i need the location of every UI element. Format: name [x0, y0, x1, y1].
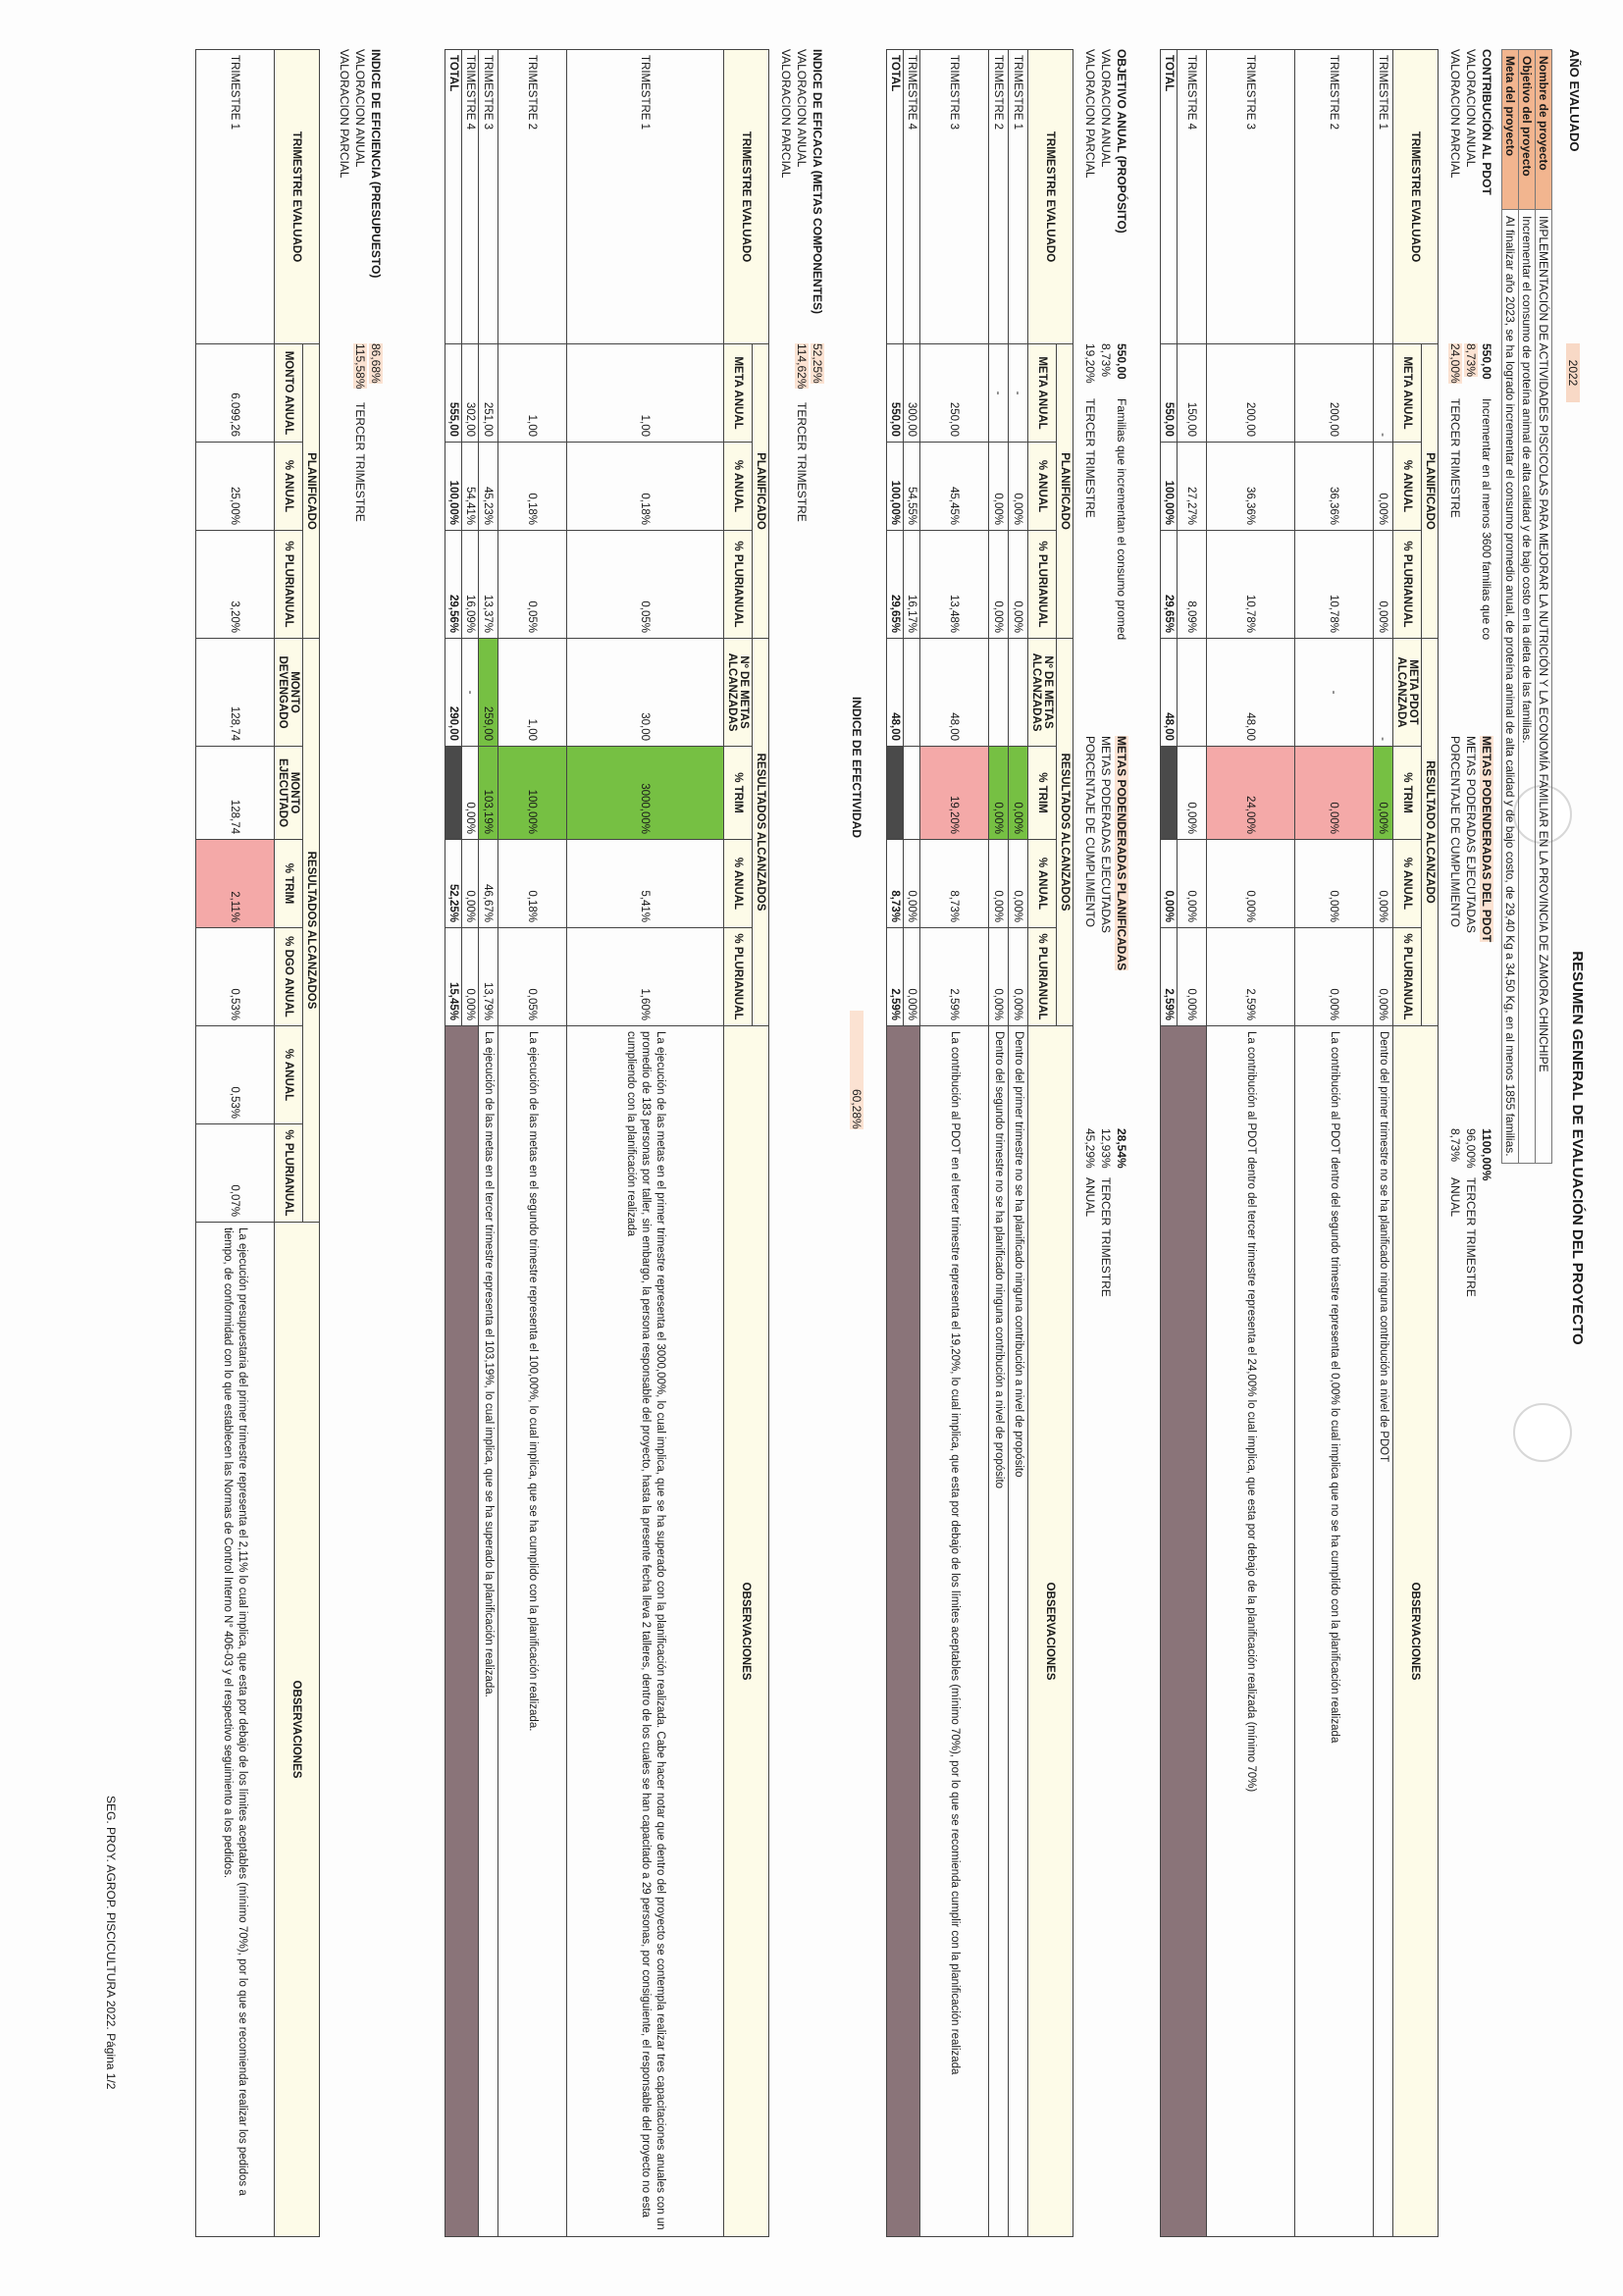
cell-rp: 13,79% — [479, 928, 498, 1026]
cell-trimestre: TRIMESTRE 2 — [498, 50, 567, 344]
report-title: RESUMEN GENERAL DE EVALUACIÓN DEL PROYECTO — [1569, 951, 1586, 1345]
cell-pp: 0,00% — [1374, 531, 1393, 639]
cell-meta: 200,00 — [1207, 344, 1295, 443]
cell-rp: 0,00% — [462, 928, 479, 1026]
objetivo-val-parcial-label: VALORACION PARCIAL — [1083, 49, 1097, 179]
cell-observacion: Dentro del primer trimestre no se ha planificado ninguna contribución a nivel de propósito — [1009, 1026, 1028, 2237]
cell-meta: 200,00 — [1295, 344, 1374, 443]
pdot-metas-ejec-tag: TERCER TRIMESTRE — [1464, 1177, 1478, 1297]
col-observaciones: OBSERVACIONES — [724, 1026, 769, 2237]
col-trim: % TRIM — [1393, 747, 1422, 840]
table-row — [1009, 50, 1028, 2237]
pdot-table — [1160, 49, 1439, 2237]
cell-ra: 0,00% — [1295, 840, 1374, 928]
year-value: 2022 — [1566, 343, 1580, 402]
cell-ra: 8,73% — [920, 840, 989, 928]
objetivo-metas-ejec-label: METAS PODERADAS EJECUTADAS — [1099, 736, 1113, 933]
pdot-metas-label: METAS PODENDERADAS DEL PDOT — [1480, 736, 1493, 943]
report-sheet — [98, 49, 1609, 2247]
cell-meta: - — [989, 344, 1009, 443]
cell-rp: 0,00% — [1374, 928, 1393, 1026]
cell-meta: 550,00 — [1161, 344, 1178, 443]
col-planificado: PLANIFICADO — [303, 344, 320, 639]
objetivo-val-anual-label: VALORACION ANUAL — [1099, 49, 1113, 168]
eficiencia-table — [195, 49, 320, 2237]
pdot-label: CONTRIBUCIÓN AL PDOT — [1480, 49, 1493, 195]
col-plurianual: % PLURIANUAL — [1393, 928, 1422, 1026]
cell-meta: 1,00 — [567, 344, 724, 443]
eficacia-val-anual-label: VALORACION ANUAL — [795, 49, 809, 168]
col-anual: % ANUAL — [1393, 443, 1422, 531]
table-row — [1207, 50, 1295, 2237]
cell-trimestre: TRIMESTRE 3 — [479, 50, 498, 344]
cell-alc: 1,00 — [498, 639, 567, 747]
cell-alc: 259,00 — [479, 639, 498, 747]
cell-alc: - — [1374, 639, 1393, 747]
objetivo-porc-tag: ANUAL — [1083, 1177, 1097, 1218]
cell-pa: 100,00% — [1161, 443, 1178, 531]
objetivo-metas-ejec: 12,93% — [1099, 1128, 1113, 1169]
cell-observacion-empty — [1161, 1026, 1207, 2237]
cell-pp: 8,09% — [1178, 531, 1207, 639]
page-footer: SEG. PROY. AGROP. PISCICULTURA 2022. Página 1/2 — [104, 1796, 118, 2090]
pdot-porc-tag: ANUAL — [1448, 1177, 1462, 1218]
cell-rp: 0,00% — [1295, 928, 1374, 1026]
cell-observacion: Dentro del segundo trimestre no se ha planificado ninguna contribución a nivel de propósito — [989, 1026, 1009, 2237]
col-resultado: RESULTADOS ALCANZADOS — [753, 639, 769, 1026]
cell-trim: 0,00% — [1295, 747, 1374, 840]
cell-alc — [989, 639, 1009, 747]
cell-pp: 29,56% — [445, 531, 462, 639]
objetivo-label: OBJETIVO ANUAL (PROPÓSITO) — [1115, 49, 1128, 234]
cell-trim: 100,00% — [498, 747, 567, 840]
cell-rp: 0,05% — [498, 928, 567, 1026]
objetivo-val-anual: 8,73% — [1099, 343, 1113, 378]
cell-trim — [887, 747, 904, 840]
cell-pa: 25,00% — [196, 443, 275, 531]
col-meta-alcanzada: Nº DE METAS ALCANZADAS — [1028, 639, 1057, 747]
cell-trimestre: TRIMESTRE 2 — [1295, 50, 1374, 344]
cell-alc: - — [1295, 639, 1374, 747]
cell-trim: 0,00% — [1009, 747, 1028, 840]
cell-alc: 48,00 — [1161, 639, 1178, 747]
col-resultado: RESULTADO ALCANZADO — [1422, 639, 1439, 1026]
cell-pp: 29,65% — [1161, 531, 1178, 639]
col-r-plurianual: % PLURIANUAL — [275, 1124, 303, 1223]
cell-trim: 0,00% — [462, 747, 479, 840]
pdot-metas-ejec-label: METAS PODERADAS EJECUTADAS — [1464, 736, 1478, 933]
cell-pa: 36,36% — [1295, 443, 1374, 531]
objetivo-val-parcial-tag: TERCER TRIMESTRE — [1083, 398, 1097, 518]
cell-meta: - — [1374, 344, 1393, 443]
col-plurianual: % PLURIANUAL — [724, 928, 753, 1026]
eficacia-val-anual: 114,62% — [795, 343, 809, 390]
pdot-val-anual: 8,73% — [1464, 343, 1478, 378]
table-row — [498, 50, 567, 2237]
cell-trim: 0,00% — [1178, 747, 1207, 840]
cell-trimestre: TRIMESTRE 1 — [567, 50, 724, 344]
col-plurianual: % PLURIANUAL — [1028, 928, 1057, 1026]
pdot-value: 550,00 — [1480, 343, 1493, 380]
cell-trimestre: TRIMESTRE 4 — [904, 50, 920, 344]
cell-pp: 0,05% — [567, 531, 724, 639]
efectividad-label: INDICE DE EFECTIVIDAD — [850, 697, 864, 839]
cell-pa: 45,23% — [479, 443, 498, 531]
cell-rp: 0,07% — [196, 1124, 275, 1223]
cell-trimestre: TRIMESTRE 4 — [462, 50, 479, 344]
cell-rp: 0,00% — [1009, 928, 1028, 1026]
cell-trimestre: TRIMESTRE 4 — [1178, 50, 1207, 344]
cell-ra: 0,00% — [1009, 840, 1028, 928]
cell-ra: 46,67% — [479, 840, 498, 928]
eficacia-val-anual-tag: TERCER TRIMESTRE — [795, 402, 809, 522]
col-planificado: PLANIFICADO — [753, 344, 769, 639]
cell-rp: 1,60% — [567, 928, 724, 1026]
cell-ra: 52,25% — [445, 840, 462, 928]
cell-rp: 15,45% — [445, 928, 462, 1026]
cell-rp: 0,00% — [1178, 928, 1207, 1026]
cell-trimestre: TOTAL — [445, 50, 462, 344]
col-anual: % ANUAL — [724, 443, 753, 531]
cell-observacion: La contribución al PDOT en el tercer trimestre representa el 19,20%, lo cual implica, que esta por debajo de los límites aceptables (mínimo 70%), por lo que se recomienda cumplir con la planificación realizada — [920, 1026, 989, 2237]
cell-ra: 8,73% — [887, 840, 904, 928]
project-info-value: IMPLEMENTACIÓN DE ACTIVIDADES PISCICOLAS PARA MEJORAR LA NUTRICIÓN Y LA ECONOMÍA FAMILIAR EN LA PROVINCIA DE ZAMORA CHINCHIPE — [1536, 210, 1552, 1164]
eficiencia-value: 86,68% — [369, 343, 383, 384]
objetivo-value: 550,00 — [1115, 343, 1128, 380]
cell-trimestre: TRIMESTRE 2 — [989, 50, 1009, 344]
cell-meta: 302,00 — [462, 344, 479, 443]
cell-pa: 0,00% — [989, 443, 1009, 531]
cell-observacion: La ejecución de las metas en el segundo trimestre representa el 100,00%, lo cual implica, que se ha cumplido con la planificación realizada. — [498, 1026, 567, 2237]
pdot-val-anual-label: VALORACION ANUAL — [1464, 49, 1478, 168]
cell-pa: 0,00% — [1009, 443, 1028, 531]
eficacia-table — [445, 49, 769, 2237]
table-row — [567, 50, 724, 2237]
pdot-porc: 8,73% — [1448, 1128, 1462, 1163]
col-observaciones: OBSERVACIONES — [275, 1223, 320, 2237]
cell-pp: 29,65% — [887, 531, 904, 639]
eficiencia-val-anual-tag: TERCER TRIMESTRE — [353, 402, 367, 522]
cell-pp: 13,48% — [920, 531, 989, 639]
project-info-table — [1501, 49, 1552, 1164]
project-info-label: Objetivo del proyecto — [1519, 50, 1536, 210]
cell-trim — [904, 747, 920, 840]
cell-pa: 54,55% — [904, 443, 920, 531]
cell-trim: 19,20% — [920, 747, 989, 840]
project-info-label: Nombre de proyecto — [1536, 50, 1552, 210]
table-row — [479, 50, 498, 2237]
cell-alc — [904, 639, 920, 747]
col-trim: % TRIM — [1028, 747, 1057, 840]
col-dgo-anual: % DGO ANUAL — [275, 928, 303, 1026]
col-meta-anual: META ANUAL — [1393, 344, 1422, 443]
cell-trimestre: TRIMESTRE 3 — [1207, 50, 1295, 344]
cell-rp: 2,59% — [920, 928, 989, 1026]
cell-trimestre: TRIMESTRE 3 — [920, 50, 989, 344]
col-meta-anual: META ANUAL — [724, 344, 753, 443]
cell-meta: 251,00 — [479, 344, 498, 443]
cell-pp: 16,09% — [462, 531, 479, 639]
cell-observacion: La ejecución presupuestaria del primer trimestre representa el 2,11% lo cual implica, que esta por debajo de los límites aceptables (mínimo 70%), por lo que se recomienda realizar los pedidos a tiempo, de conformidad con lo que establecen las Normas de Control Interno N° 406-03 y el respectivo seguimiento a los pedidos. — [196, 1223, 275, 2237]
cell-trim: 24,00% — [1207, 747, 1295, 840]
project-info-row — [1502, 50, 1519, 1164]
cell-alc — [1178, 639, 1207, 747]
cell-ra: 0,18% — [498, 840, 567, 928]
cell-rp: 2,59% — [1161, 928, 1178, 1026]
col-observaciones: OBSERVACIONES — [1393, 1026, 1439, 2237]
col-trimestre: TRIMESTRE EVALUADO — [1393, 50, 1439, 344]
cell-observacion-empty — [887, 1026, 920, 2237]
project-info-label: Meta del proyecto — [1502, 50, 1519, 210]
col-anual: % ANUAL — [1393, 840, 1422, 928]
objetivo-porc: 45,29% — [1083, 1128, 1097, 1169]
col-trimestre: TRIMESTRE EVALUADO — [275, 50, 320, 344]
table-row — [1295, 50, 1374, 2237]
cell-dgo: 0,53% — [196, 928, 275, 1026]
cell-pa: 0,18% — [498, 443, 567, 531]
cell-trim: 3000,00% — [567, 747, 724, 840]
cell-meta: - — [1009, 344, 1028, 443]
project-info-row — [1536, 50, 1552, 1164]
cell-trimestre: TRIMESTRE 1 — [196, 50, 275, 344]
objetivo-table — [886, 49, 1073, 2237]
col-plurianual: % PLURIANUAL — [275, 531, 303, 639]
cell-pa: 100,00% — [445, 443, 462, 531]
col-plurianual: % PLURIANUAL — [1028, 531, 1057, 639]
efectividad-value: 60,28% — [850, 1011, 864, 1129]
cell-observacion: La ejecución de las metas en el primer trimestre representa el 3000,00%, lo cual implica, que se ha superado con la planificación realizada. Cabe hacer notar que dentro del proyecto se contempla realizar tres capacitaciones anuales con un promedio de 183 personas por taller, sin embargo, la persona responsable del proyecto, hasta la presente fecha lleva 2 talleres, dentro de los cuales se han capacitado a 29 personas, por consiguiente, el responsable del proyecto no esta cumpliendo con la planificación realizada — [567, 1026, 724, 2237]
objetivo-metas-value: 28,54% — [1115, 1128, 1128, 1169]
cell-pp: 0,00% — [1009, 531, 1028, 639]
col-meta-anual: META ANUAL — [1028, 344, 1057, 443]
table-row — [1178, 50, 1207, 2237]
cell-observacion: La contribución al PDOT dentro del tercer trimestre representa el 24,00% lo cual implica, que esta por debajo de la planificación realizada (mínimo 70%) — [1207, 1026, 1295, 2237]
year-label: AÑO EVALUADO — [1567, 49, 1582, 152]
objetivo-porc-label: PORCENTAJE DE CUMPLIMIENTO — [1083, 736, 1097, 927]
cell-pp: 10,78% — [1295, 531, 1374, 639]
cell-pa: 27,27% — [1178, 443, 1207, 531]
table-row — [920, 50, 989, 2237]
objetivo-text: Familias que incrementan el consumo promed — [1115, 398, 1128, 641]
cell-trim — [1161, 747, 1178, 840]
cell-pp: 10,78% — [1207, 531, 1295, 639]
cell-meta: 1,00 — [498, 344, 567, 443]
cell-alc — [1009, 639, 1028, 747]
cell-rp: 2,59% — [1207, 928, 1295, 1026]
cell-rp: 0,00% — [904, 928, 920, 1026]
cell-pp: 0,00% — [989, 531, 1009, 639]
objetivo-metas-ejec-tag: TERCER TRIMESTRE — [1099, 1177, 1113, 1297]
cell-meta: 550,00 — [887, 344, 904, 443]
col-resultado: RESULTADOS ALCANZADOS — [303, 639, 320, 1223]
cell-trim — [445, 747, 462, 840]
eficiencia-val-anual: 115,58% — [353, 343, 367, 390]
cell-observacion: La ejecución de las metas en el tercer trimestre representa el 103,19%, lo cual implica, que se ha superado la planificación realizada. — [479, 1026, 498, 2237]
cell-ra: 0,00% — [1374, 840, 1393, 928]
eficacia-val-parcial-label: VALORACION PARCIAL — [779, 49, 793, 179]
pdot-metas-value: 1100,00% — [1480, 1128, 1493, 1181]
cell-pa: 0,00% — [1374, 443, 1393, 531]
eficiencia-val-anual-label: VALORACION ANUAL — [353, 49, 367, 168]
col-plurianual: % PLURIANUAL — [1393, 531, 1422, 639]
col-anual: % ANUAL — [275, 443, 303, 531]
cell-ra: 0,53% — [196, 1026, 275, 1124]
cell-rp: 2,59% — [887, 928, 904, 1026]
col-resultado: RESULTADOS ALCANZADOS — [1057, 639, 1073, 1026]
pdot-val-parcial-label: VALORACION PARCIAL — [1448, 49, 1462, 179]
col-devengado: MONTO DEVENGADO — [275, 639, 303, 747]
table-row — [196, 50, 275, 2237]
col-planificado: PLANIFICADO — [1057, 344, 1073, 639]
objetivo-val-parcial: 19,20% — [1083, 343, 1097, 384]
cell-ra: 0,00% — [1161, 840, 1178, 928]
cell-ra: 0,00% — [904, 840, 920, 928]
eficiencia-label: INDICE DE EFICIENCIA (PRESUPUESTO) — [369, 49, 383, 279]
col-observaciones: OBSERVACIONES — [1028, 1026, 1073, 2237]
col-plurianual: % PLURIANUAL — [724, 531, 753, 639]
cell-pa: 100,00% — [887, 443, 904, 531]
pdot-val-parcial-tag: TERCER TRIMESTRE — [1448, 398, 1462, 518]
cell-ra: 0,00% — [1207, 840, 1295, 928]
col-ejecutado: MONTO EJECUTADO — [275, 747, 303, 840]
cell-pp: 13,37% — [479, 531, 498, 639]
cell-observacion-empty — [445, 1026, 479, 2237]
cell-monto: 6.099,26 — [196, 344, 275, 443]
cell-pp: 3,20% — [196, 531, 275, 639]
cell-alc: 48,00 — [887, 639, 904, 747]
cell-meta: 555,00 — [445, 344, 462, 443]
cell-devengado: 128,74 — [196, 639, 275, 747]
table-row — [1374, 50, 1393, 2237]
cell-ejecutado: 128,74 — [196, 747, 275, 840]
eficacia-value: 52,25% — [811, 343, 824, 384]
cell-meta: 250,00 — [920, 344, 989, 443]
eficiencia-val-parcial-label: VALORACION PARCIAL — [338, 49, 351, 179]
cell-observacion: La contribución al PDOT dentro del segundo trimestre representa el 0,00% lo cual implica que no se ha cumplido con la planificación realizada — [1295, 1026, 1374, 2237]
cell-pp: 16,17% — [904, 531, 920, 639]
pdot-metas-ejec: 96,00% — [1464, 1128, 1478, 1169]
cell-alc: 290,00 — [445, 639, 462, 747]
cell-trimestre: TRIMESTRE 1 — [1009, 50, 1028, 344]
col-trimestre: TRIMESTRE EVALUADO — [724, 50, 769, 344]
col-anual: % ANUAL — [1028, 443, 1057, 531]
cell-trimestre: TRIMESTRE 1 — [1374, 50, 1393, 344]
pdot-text: Incrementar en al menos 3600 familias que co — [1480, 398, 1493, 641]
table-row — [904, 50, 920, 2237]
project-info-value: Al finalizar año 2023, se ha logrado incrementar el consumo promedio anual, de proteína animal de alta calidad y de bajo costo, de 29,40 Kg a 34,50 Kg, en al menos 1855 familias. — [1502, 210, 1519, 1164]
table-row — [989, 50, 1009, 2237]
col-r-anual: % ANUAL — [275, 1026, 303, 1124]
col-monto-anual: MONTO ANUAL — [275, 344, 303, 443]
pdot-porc-label: PORCENTAJE DE CUMPLIMIENTO — [1448, 736, 1462, 927]
cell-trim: 2,11% — [196, 840, 275, 928]
cell-trim: 0,00% — [989, 747, 1009, 840]
col-meta-alcanzada: Nº DE METAS ALCANZADAS — [724, 639, 753, 747]
cell-pp: 0,05% — [498, 531, 567, 639]
cell-alc: 48,00 — [1207, 639, 1295, 747]
table-row — [462, 50, 479, 2237]
col-anual: % ANUAL — [724, 840, 753, 928]
col-trim: % TRIM — [275, 840, 303, 928]
col-trimestre: TRIMESTRE EVALUADO — [1028, 50, 1073, 344]
cell-pa: 36,36% — [1207, 443, 1295, 531]
cell-trimestre: TOTAL — [887, 50, 904, 344]
eficacia-label: INDICE DE EFICACIA (METAS COMPONENTES) — [811, 49, 824, 315]
project-info-value: Incrementar el consumo de proteína animal de alta calidad y de bajo costo en la dieta de las familias. — [1519, 210, 1536, 1164]
cell-ra: 5,41% — [567, 840, 724, 928]
col-anual: % ANUAL — [1028, 840, 1057, 928]
cell-pa: 45,45% — [920, 443, 989, 531]
cell-ra: 0,00% — [1178, 840, 1207, 928]
cell-alc: 48,00 — [920, 639, 989, 747]
cell-pa: 54,41% — [462, 443, 479, 531]
cell-rp: 0,00% — [989, 928, 1009, 1026]
cell-alc: - — [462, 639, 479, 747]
cell-trimestre: TOTAL — [1161, 50, 1178, 344]
cell-trim: 103,19% — [479, 747, 498, 840]
cell-ra: 0,00% — [989, 840, 1009, 928]
cell-meta: 150,00 — [1178, 344, 1207, 443]
cell-observacion: Dentro del primer trimestre no se ha planificado ninguna contribución a nivel de PDOT — [1374, 1026, 1393, 2237]
cell-ra: 0,00% — [462, 840, 479, 928]
pdot-val-parcial: 24,00% — [1448, 343, 1462, 384]
cell-alc: 30,00 — [567, 639, 724, 747]
cell-meta: 300,00 — [904, 344, 920, 443]
col-meta-alcanzada: META PDOT ALCANZADA — [1393, 639, 1422, 747]
cell-trim: 0,00% — [1374, 747, 1393, 840]
col-trim: % TRIM — [724, 747, 753, 840]
project-info-row — [1519, 50, 1536, 1164]
objetivo-metas-label: METAS PODENDERADAS PLANIFICADAS — [1115, 736, 1128, 971]
cell-pa: 0,18% — [567, 443, 724, 531]
col-planificado: PLANIFICADO — [1422, 344, 1439, 639]
